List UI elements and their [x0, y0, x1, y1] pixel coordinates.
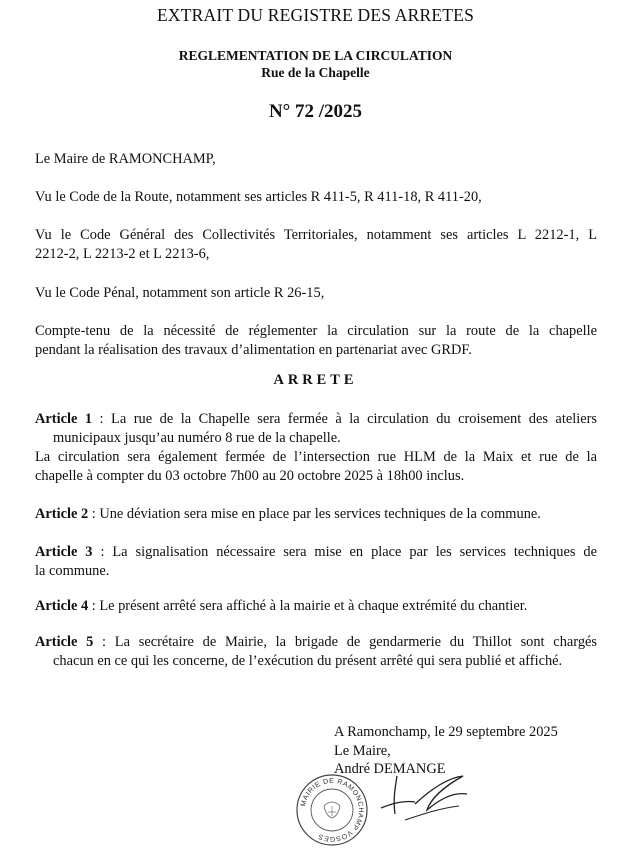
article-4-text: : Le présent arrêté sera affiché à la mairie et à chaque extrémité du chantier.	[88, 598, 528, 614]
mayor-signature	[375, 768, 475, 828]
vu-code-route: Vu le Code de la Route, notamment ses articles R 411-5, R 411-18, R 411-20,	[35, 189, 482, 205]
compte-tenu-line2: pendant la réalisation des travaux d’alimentation en partenariat avec GRDF.	[35, 342, 472, 358]
article-2	[35, 505, 597, 524]
article-4	[35, 597, 597, 616]
vu-cgct-line2: 2212-2, L 2213-2 et L 2213-6,	[35, 246, 210, 262]
stamp-text: MAIRIE DE RAMONCHAMP VOSGES	[300, 777, 365, 843]
subject-title: REGLEMENTATION DE LA CIRCULATION	[178, 48, 453, 63]
place-date: A Ramonchamp, le 29 septembre 2025	[334, 724, 558, 740]
mayor-role: Le Maire,	[334, 743, 391, 759]
article-1-line3: La circulation sera également fermée de l’intersection rue HLM de la Maix et rue de la	[35, 449, 597, 465]
article-5-text: : La secrétaire de Mairie, la brigade de gendarmerie du Thillot sont chargés	[93, 634, 597, 650]
street-title: Rue de la Chapelle	[261, 65, 370, 80]
vu-cgct-line1: Vu le Code Général des Collectivités Territoriales, notamment ses articles L 2212-1, L	[35, 227, 597, 243]
mairie-stamp	[294, 772, 370, 848]
order-number: N° 72 /2025	[268, 101, 363, 122]
article-3-label: Article 3	[35, 544, 93, 560]
arrete-heading: ARRETE	[273, 372, 358, 388]
article-2-label: Article 2	[35, 506, 89, 522]
article-4-label: Article 4	[35, 598, 89, 614]
article-3-line2: la commune.	[35, 563, 110, 579]
article-5-label: Article 5	[35, 634, 94, 650]
mayor-line: Le Maire de RAMONCHAMP,	[35, 151, 216, 167]
article-2-text: : Une déviation sera mise en place par les services techniques de la commune.	[88, 506, 541, 522]
article-5-line2: chacun en ce qui les concerne, de l’exécution du présent arrêté qui sera publié et affiché.	[53, 653, 563, 669]
article-1-line4: chapelle à compter du 03 octobre 7h00 au 20 octobre 2025 à 18h00 inclus.	[35, 468, 465, 484]
registry-title: EXTRAIT DU REGISTRE DES ARRETES	[157, 5, 474, 25]
article-3-text: : La signalisation nécessaire sera mise en place par les services techniques de	[92, 544, 597, 560]
article-1-text: : La rue de la Chapelle sera fermée à la circulation du croisement des ateliers	[92, 411, 597, 427]
article-1-label: Article 1	[35, 411, 93, 427]
compte-tenu-line1: Compte-tenu de la nécessité de réglementer la circulation sur la route de la chapelle	[35, 323, 597, 339]
mayor-name: André DEMANGE	[334, 761, 446, 777]
article-1-line2: municipaux jusqu’au numéro 8 rue de la chapelle.	[53, 430, 341, 446]
vu-code-penal: Vu le Code Pénal, notamment son article R 26-15,	[35, 285, 325, 301]
